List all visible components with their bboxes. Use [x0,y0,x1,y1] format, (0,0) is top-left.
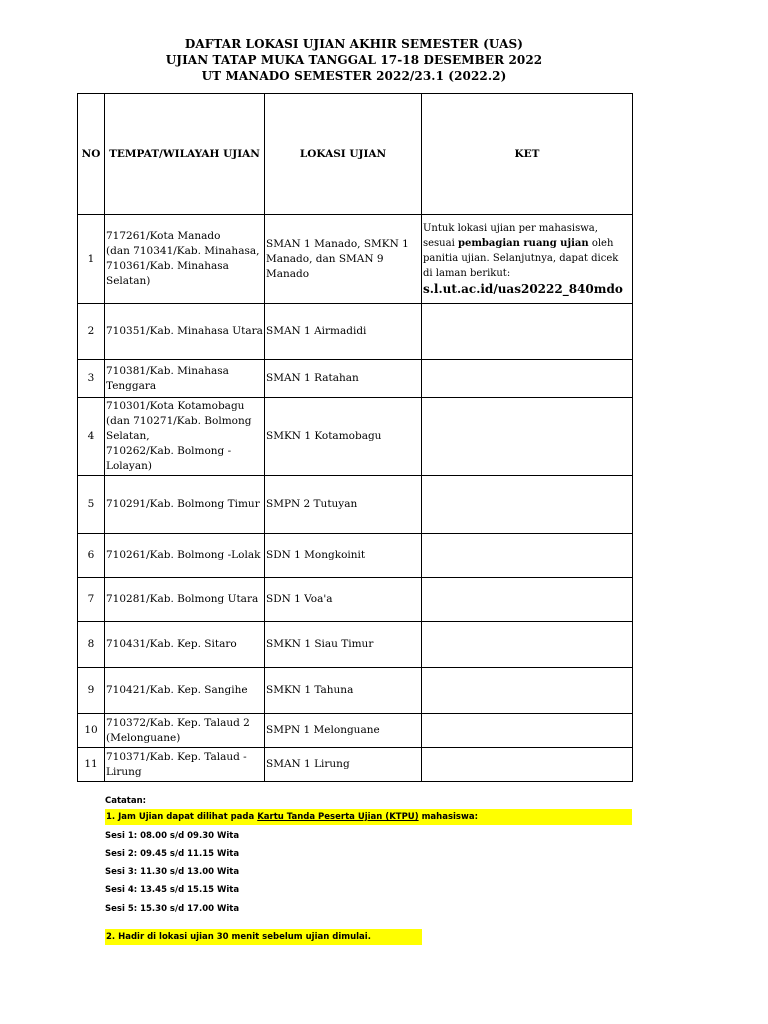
row-no: 2 [78,304,105,360]
tempat-line: (dan 710341/Kab. Minahasa, [106,245,260,257]
row-ket [422,398,633,476]
row-no: 11 [78,748,105,782]
session-item: Sesi 3: 11.30 s/d 13.00 Wita [105,867,240,877]
row-ket [422,534,633,578]
row-lokasi: SMAN 1 Ratahan [265,360,422,398]
table-row [78,622,633,668]
row-no: 9 [78,668,105,714]
tempat-line: 710262/Kab. Bolmong - Lolayan) [106,445,232,472]
note-1-prefix: 1. Jam Ujian dapat dilihat pada [106,812,255,822]
table-row [78,748,633,782]
ket-link[interactable]: s.l.ut.ac.id/uas20222_840mdo [423,281,623,296]
table-row [78,398,633,476]
row-tempat: 710381/Kab. Minahasa Tenggara [105,360,265,398]
row-tempat: 710291/Kab. Bolmong Timur [105,476,265,534]
row-no: 10 [78,714,105,748]
row-lokasi: SMKN 1 Kotamobagu [265,398,422,476]
note-1-suffix: mahasiswa: [421,812,478,822]
ket-text-before: Untuk lokasi ujian per mahasiswa, sesuai [423,222,598,249]
session-item: Sesi 1: 08.00 s/d 09.30 Wita [105,831,240,841]
note-2: 2. Hadir di lokasi ujian 30 menit sebelum ujian dimulai. [105,929,422,945]
row-ket [422,476,633,534]
row-tempat [105,215,265,304]
row-ket [422,215,633,304]
row-no: 8 [78,622,105,668]
row-tempat: 710371/Kab. Kep. Talaud - Lirung [105,748,265,782]
title-line-2: UJIAN TATAP MUKA TANGGAL 17-18 DESEMBER 2022 [165,53,543,67]
row-ket [422,668,633,714]
row-ket [422,748,633,782]
row-tempat: 710351/Kab. Minahasa Utara [105,304,265,360]
table-row [78,476,633,534]
exam-location-table [77,93,633,782]
row-no: 7 [78,578,105,622]
row-tempat: 710431/Kab. Kep. Sitaro [105,622,265,668]
session-item: Sesi 5: 15.30 s/d 17.00 Wita [105,904,240,914]
tempat-line: 710301/Kota Kotamobagu [106,400,245,412]
row-lokasi: SMKN 1 Tahuna [265,668,422,714]
row-ket [422,360,633,398]
table-row [78,304,633,360]
table-row [78,360,633,398]
tempat-line: (dan 710271/Kab. Bolmong Selatan, [106,415,252,442]
tempat-line: 717261/Kota Manado [106,230,221,242]
session-item: Sesi 4: 13.45 s/d 15.15 Wita [105,885,240,895]
header-lokasi: LOKASI UJIAN [265,94,422,215]
row-no: 1 [78,215,105,304]
title-line-1: DAFTAR LOKASI UJIAN AKHIR SEMESTER (UAS) [184,37,524,51]
row-no: 5 [78,476,105,534]
ktpu-underlined: Kartu Tanda Peserta Ujian (KTPU) [257,812,419,822]
row-no: 6 [78,534,105,578]
header-ket: KET [422,94,633,215]
ket-text-after: oleh panitia ujian. Selanjutnya, dapat dicek di laman berikut: [423,237,619,279]
header-no: NO [78,94,105,215]
table-header-row [78,94,633,215]
row-tempat: 710372/Kab. Kep. Talaud 2 (Melonguane) [105,714,265,748]
row-tempat: 710421/Kab. Kep. Sangihe [105,668,265,714]
row-lokasi: SDN 1 Voa'a [265,578,422,622]
row-lokasi: SMAN 1 Lirung [265,748,422,782]
notes-heading: Catatan: [105,796,147,806]
row-ket [422,304,633,360]
row-lokasi: SMPN 2 Tutuyan [265,476,422,534]
table-row [78,578,633,622]
ket-bold-text: pembagian ruang ujian [457,237,589,249]
row-ket [422,578,633,622]
row-lokasi: SMPN 1 Melonguane [265,714,422,748]
table-row [78,534,633,578]
row-lokasi: SMKN 1 Siau Timur [265,622,422,668]
row-no: 4 [78,398,105,476]
header-tempat: TEMPAT/WILAYAH UJIAN [105,94,265,215]
title-line-3: UT MANADO SEMESTER 2022/23.1 (2022.2) [201,69,507,83]
row-tempat: 710281/Kab. Bolmong Utara [105,578,265,622]
row-lokasi: SMAN 1 Airmadidi [265,304,422,360]
row-no: 3 [78,360,105,398]
table-row [78,215,633,304]
row-ket [422,622,633,668]
table-row [78,668,633,714]
row-tempat: 710261/Kab. Bolmong -Lolak [105,534,265,578]
tempat-line: 710361/Kab. Minahasa Selatan) [106,260,229,287]
note-1 [105,809,632,825]
row-ket [422,714,633,748]
row-lokasi: SDN 1 Mongkoinit [265,534,422,578]
ket-note [423,221,631,281]
row-tempat [105,398,265,476]
session-item: Sesi 2: 09.45 s/d 11.15 Wita [105,849,240,859]
table-row [78,714,633,748]
row-lokasi: SMAN 1 Manado, SMKN 1 Manado, dan SMAN 9 Manado [265,215,422,304]
document-title [0,36,708,84]
